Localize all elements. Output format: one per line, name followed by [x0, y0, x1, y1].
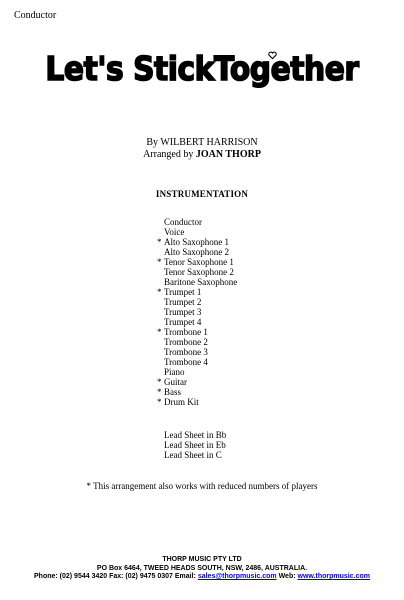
instrument-name: Trombone 3	[164, 347, 208, 357]
instrument-item	[157, 267, 237, 277]
part-label: Conductor	[14, 10, 57, 21]
instrument-name: Trombone 4	[164, 357, 208, 367]
instrument-name: Trumpet 4	[164, 317, 202, 327]
reduced-scoring-marker: *	[157, 377, 162, 387]
instrument-name: Alto Saxophone 2	[164, 247, 229, 257]
instrument-item	[157, 287, 237, 297]
instrument-name: Trumpet 2	[164, 297, 202, 307]
reduced-scoring-marker: *	[157, 397, 162, 407]
instrument-item	[157, 237, 237, 247]
reduced-scoring-marker: *	[157, 327, 162, 337]
instrument-item	[157, 357, 237, 367]
instrument-item	[157, 337, 237, 347]
instrument-item	[157, 367, 237, 377]
instrument-name: Bass	[164, 387, 182, 397]
instrument-item	[157, 387, 237, 397]
company-address: PO Box 6464, TWEED HEADS SOUTH, NSW, 2486, AUSTRALIA.	[96, 564, 308, 572]
instrument-name: Conductor	[164, 217, 202, 227]
instrument-name: Drum Kit	[164, 397, 199, 407]
web-link[interactable]: www.thorpmusic.com	[297, 573, 370, 580]
credits	[0, 137, 404, 161]
instrument-item	[157, 247, 237, 257]
instrument-name: Trombone 1	[164, 327, 208, 337]
song-title: Let's StickTogether	[45, 49, 359, 88]
reduced-scoring-marker: *	[157, 237, 162, 247]
heart-icon	[268, 51, 277, 60]
lead-sheet-item: Lead Sheet in Bb	[164, 430, 227, 440]
instrument-item	[157, 297, 237, 307]
instrument-item	[157, 307, 237, 317]
instrument-name: Trumpet 1	[164, 287, 202, 297]
instrument-name: Piano	[164, 367, 185, 377]
arranger-name: JOAN THORP	[195, 149, 261, 160]
title-block	[0, 49, 404, 88]
instrument-list	[157, 217, 237, 407]
reduced-scoring-marker: *	[157, 287, 162, 297]
instrument-name: Voice	[164, 227, 185, 237]
lead-sheet-item: Lead Sheet in Eb	[164, 440, 226, 450]
lead-sheet-item: Lead Sheet in C	[164, 450, 222, 460]
instrument-name: Tenor Saxophone 1	[164, 257, 234, 267]
instrument-item	[157, 327, 237, 337]
instrument-name: Baritone Saxophone	[164, 277, 238, 287]
instrument-name: Alto Saxophone 1	[164, 237, 229, 247]
instrument-name: Trombone 2	[164, 337, 208, 347]
instrument-item	[157, 317, 237, 327]
company-name: THORP MUSIC PTY LTD	[162, 556, 242, 563]
lead-sheet-list	[157, 430, 226, 460]
instrument-item	[157, 227, 237, 237]
email-link[interactable]: sales@thorpmusic.com	[197, 573, 277, 580]
composer-name: WILBERT HARRISON	[160, 137, 258, 148]
instrument-item	[157, 217, 237, 227]
instrument-name: Guitar	[164, 377, 187, 387]
reduced-scoring-marker: *	[157, 387, 162, 397]
publisher-footer	[0, 556, 404, 582]
instrument-item	[157, 377, 237, 387]
reduced-scoring-marker: *	[157, 257, 162, 267]
arranger-line: Arranged by JOAN THORP	[143, 149, 261, 160]
instrument-name: Trumpet 3	[164, 307, 202, 317]
instrument-item	[157, 347, 237, 357]
instrument-item	[157, 397, 237, 407]
composer-line: By WILBERT HARRISON	[146, 137, 258, 148]
arrangement-note: * This arrangement also works with reduced numbers of players	[86, 481, 318, 491]
instrumentation-heading: INSTRUMENTATION	[155, 189, 249, 199]
instrument-name: Tenor Saxophone 2	[164, 267, 234, 277]
instrument-item	[157, 257, 237, 267]
contact-line: Phone: (02) 9544 3420 Fax: (02) 9475 0307 Email: sales@thorpmusic.com Web: www.thorpmusic.com	[34, 573, 370, 580]
instrument-item	[157, 277, 237, 287]
